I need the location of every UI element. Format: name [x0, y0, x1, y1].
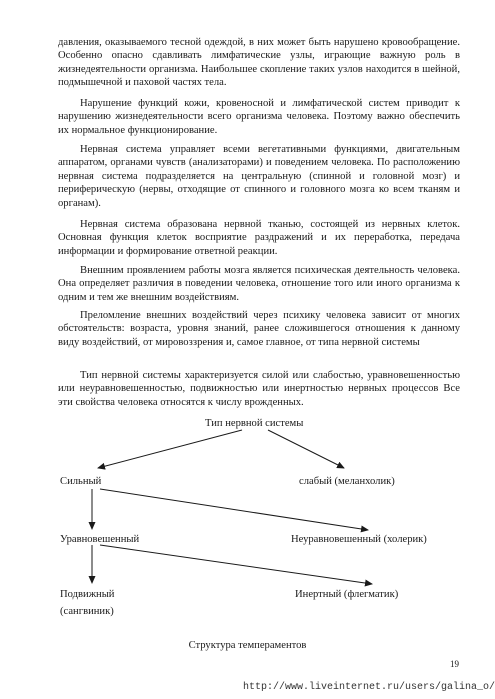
paragraph-6: Преломление внешних воздействий через психику человека зависит от многих обстоятельств: возраста, уровня знаний, ранее сложившегося отношения к данному виду воздействий, от мировоззрения и, самое главное, от типа нервной системы	[58, 310, 460, 348]
arrow-balanced-to-inert	[100, 545, 372, 584]
paragraph-1: давления, оказываемого тесной одеждой, в них может быть нарушено кровообращение. Особенно опасно сдавливать лимфатические узлы, играющие важную роль в жизнедеятельности организма. Наибольшее скопление таких узлов находится в шейной, подмышечной и паховой частях тела.	[58, 37, 460, 89]
paragraph-7: Тип нервной системы характеризуется силой или слабостью, уравновешенностью или неуравновешенностью, подвижностью или инертностью нервных процессов Все эти свойства человека относятся к числу врожденных.	[58, 370, 460, 408]
paragraph-3: Нервная система управляет всеми вегетативными функциями, двигательным аппаратом, органами чувств (анализаторами) и поведением человека. По расположению нервная система подразделяется на центральную (спинной и головной мозг) и периферическую (нервы, отходящие от спинного и головного мозга ко всем тканям и органам).	[58, 144, 460, 209]
arrow-root-to-strong	[98, 430, 242, 468]
diagram-strong-label: Сильный	[60, 476, 102, 487]
page-number: 19	[450, 659, 459, 669]
diagram-inert-label: Инертный (флегматик)	[295, 589, 399, 600]
watermark-url: http://www.liveinternet.ru/users/galina_o/	[242, 682, 495, 693]
diagram-root-label: Тип нервной системы	[205, 418, 304, 429]
diagram-mobile-type-label: (сангвиник)	[60, 606, 114, 617]
diagram-balanced-label: Уравновешенный	[60, 534, 140, 545]
paragraph-5: Внешним проявлением работы мозга является психическая деятельность человека. Она определяет различия в поведении человека, отношение того или иного организма к одним и тем же внешним воздействиям.	[58, 265, 460, 303]
diagram-mobile-label: Подвижный	[60, 589, 115, 600]
arrow-root-to-weak	[268, 430, 344, 468]
paragraph-2: Нарушение функций кожи, кровеносной и лимфатической систем приводит к нарушению жизнедеятельности всего организма человека. Поэтому важно обеспечить их нормальное функционирование.	[58, 98, 460, 136]
figure-caption: Структура темпераментов	[188, 640, 307, 651]
diagram-weak-label: слабый (меланхолик)	[299, 476, 395, 487]
paragraph-4: Нервная система образована нервной тканью, состоящей из нервных клеток. Основная функция клеток восприятие раздражений и их переработка, передача информации и формирование ответной реакции.	[58, 219, 460, 257]
diagram-unbalanced-label: Неуравновешенный (холерик)	[291, 534, 427, 545]
arrow-strong-to-unbalanced	[100, 489, 368, 530]
